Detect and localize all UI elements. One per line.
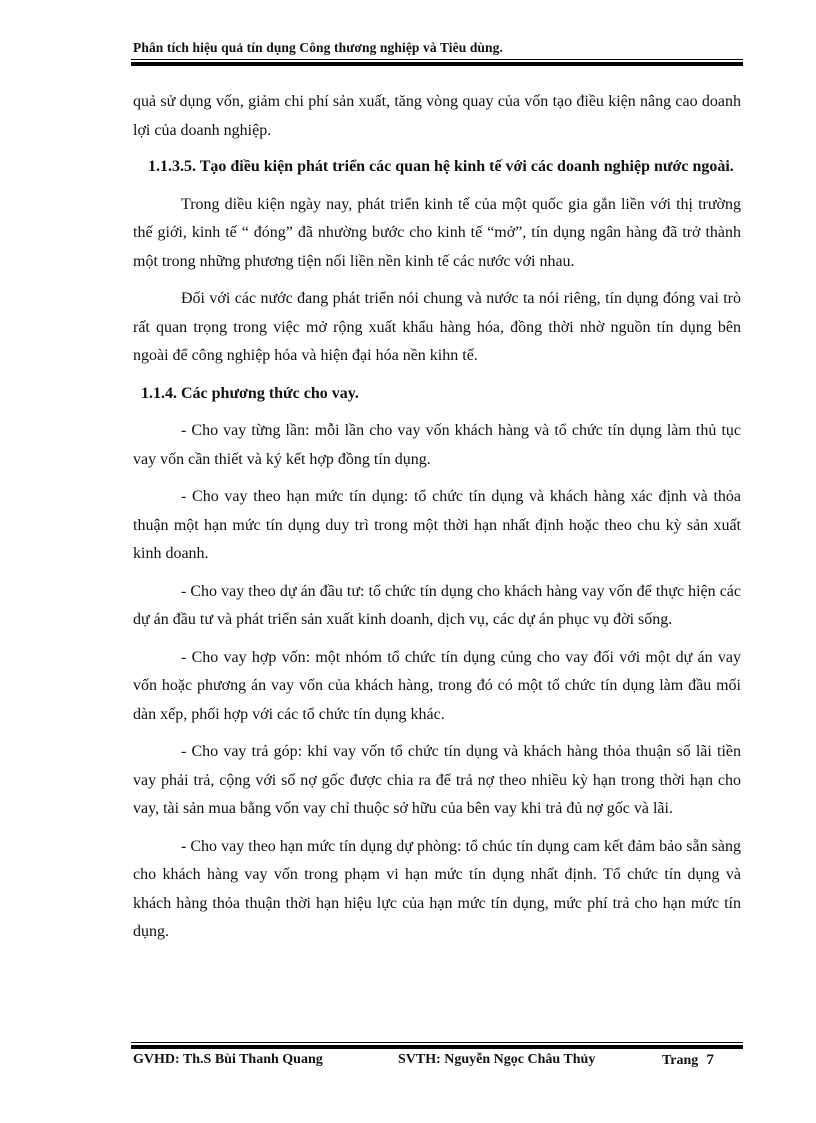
paragraph-continuation: quả sử dụng vốn, giảm chi phí sản xuất, tăng vòng quay của vốn tạo điều kiện nâng cao doanh lợi của doanh nghiệp. (133, 93, 741, 139)
list-item-standby-credit: - Cho vay theo hạn mức tín dụng dự phòng: tổ chúc tín dụng cam kết đảm bảo sẵn sàng cho khách hàng vay vốn trong phạm vi hạn mức tín dụng nhất định. Tổ chức tín dụng và khách hàng thỏa thuận thời hạn hiệu lực của hạn mức tín dụng, mức phí trả cho hạn mức tín dụng. (133, 837, 741, 940)
header-divider-thin (131, 59, 743, 60)
header-divider-thick (131, 62, 743, 66)
footer-supervisor: GVHD: Th.S Bùi Thanh Quang (133, 1052, 323, 1067)
footer-divider-thick (131, 1045, 743, 1049)
list-item-single-loan: - Cho vay từng lần: mỗi lần cho vay vốn khách hàng và tổ chức tín dụng làm thủ tục vay vốn cần thiết và ký kết hợp đồng tín dụng. (133, 422, 741, 468)
page-number: 7 (706, 1052, 714, 1068)
list-item-syndicated-loan: - Cho vay hợp vốn: một nhóm tổ chức tín dụng củng cho vay đối với một dự án vay vốn hoặc phương án vay vốn của khách hàng, trong đó có một tổ chức tín dụng làm đầu mối dàn xếp, phối hợp với các tổ chức tín dụng khác. (133, 648, 741, 723)
paragraph-economic-integration: Trong diều kiện ngày nay, phát triển kinh tế của một quốc gia gắn liền với thị trường thế giới, kinh tế “ đóng” đã nhường bước cho kinh tế “mở”, tín dụng ngân hàng đã trở thành một trong những phương tiện nối liền nền kinh tế các nước với nhau. (133, 195, 741, 270)
list-item-project-loan: - Cho vay theo dự án đầu tư: tổ chức tín dụng cho khách hàng vay vốn để thực hiện các dự án đầu tư và phát triển sản xuất kinh doanh, dịch vụ, các dự án phục vụ đời sống. (133, 582, 741, 628)
section-heading-1-1-4: 1.1.4. Các phương thức cho vay. (141, 384, 359, 402)
list-item-credit-limit: - Cho vay theo hạn mức tín dụng: tổ chức tín dụng và khách hàng xác định và thỏa thuận một hạn mức tín dụng duy trì trong một thời hạn nhất định hoặc theo chu kỳ sản xuất kinh doanh. (133, 488, 741, 562)
document-body (133, 88, 741, 947)
section-heading-1-1-3-5: 1.1.3.5. Tạo điều kiện phát triển các quan hệ kinh tế với các doanh nghiệp nước ngoài. (148, 158, 734, 175)
list-item-installment-loan: - Cho vay trả góp: khi vay vốn tổ chức tín dụng và khách hàng thỏa thuận số lãi tiền vay phải trả, cộng với số nợ gốc được chia ra để trả nợ theo nhiều kỳ hạn trong thời hạn cho vay, tài sản mua bằng vốn vay chỉ thuộc sở hữu của bên vay khi trả đủ nợ gốc và lãi. (133, 743, 741, 817)
footer-divider-thin (131, 1042, 743, 1043)
page-label: Trang (662, 1053, 699, 1068)
paragraph-developing-countries: Đối với các nước đang phát triển nói chung và nước ta nói riêng, tín dụng đóng vai trò rất quan trọng trong việc mở rộng xuất khẩu hàng hóa, đồng thời nhờ nguồn tín dụng bên ngoài để công nghiệp hóa và hiện đại hóa nền kihn tế. (133, 290, 741, 364)
footer-page (662, 1052, 714, 1069)
footer-student: SVTH: Nguyễn Ngọc Châu Thủy (398, 1052, 596, 1067)
page-header-title: Phân tích hiệu quả tín dụng Công thương nghiệp và Tiêu dùng. (133, 40, 503, 55)
